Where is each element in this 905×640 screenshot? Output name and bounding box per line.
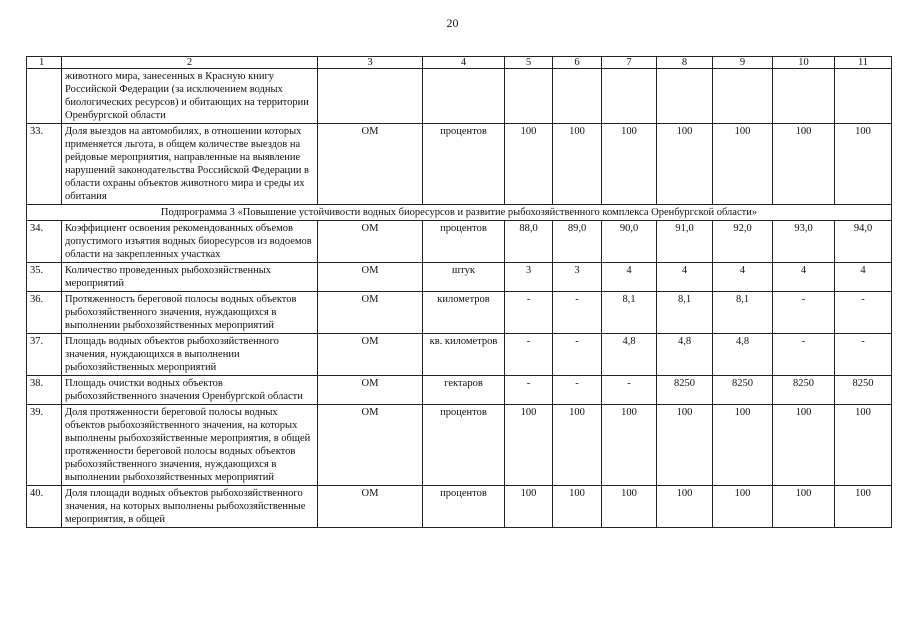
value-cell: 8250 [835, 376, 892, 405]
unit-cell: кв. километров [423, 334, 505, 376]
header-cell: 11 [835, 57, 892, 69]
indicator-type-cell: ОМ [318, 263, 423, 292]
value-cell: 8,1 [602, 292, 657, 334]
value-cell: 100 [657, 405, 713, 486]
table-row [27, 486, 892, 528]
indicator-type-cell: ОМ [318, 486, 423, 528]
page-number: 20 [446, 16, 459, 30]
value-cell [657, 69, 713, 124]
header-cell: 4 [423, 57, 505, 69]
table-row [27, 221, 892, 263]
indicator-name-cell: Площадь водных объектов рыбохозяйственного значения, нуждающихся в выполнении рыбохозяйственных мероприятий [62, 334, 318, 376]
indicator-type-cell: ОМ [318, 221, 423, 263]
indicators-table [26, 56, 892, 528]
value-cell: 4,8 [602, 334, 657, 376]
value-cell: - [773, 292, 835, 334]
value-cell: 4,8 [657, 334, 713, 376]
value-cell: 93,0 [773, 221, 835, 263]
unit-cell: процентов [423, 221, 505, 263]
header-cell: 1 [27, 57, 62, 69]
unit-cell: штук [423, 263, 505, 292]
value-cell: - [553, 334, 602, 376]
value-cell: - [773, 334, 835, 376]
value-cell: 100 [505, 486, 553, 528]
value-cell: 4,8 [713, 334, 773, 376]
subprogram-row [27, 205, 892, 221]
value-cell: 100 [657, 124, 713, 205]
value-cell: 8,1 [713, 292, 773, 334]
value-cell: 100 [602, 124, 657, 205]
value-cell: - [835, 292, 892, 334]
value-cell [835, 69, 892, 124]
header-cell: 6 [553, 57, 602, 69]
indicator-name-cell: Доля протяженности береговой полосы водных объектов рыбохозяйственного значения, на которых выполнены рыбохозяйственные мероприятия, в общей протяженности береговой полосы водных объектов рыбохозяйственного значения, нуждающихся в выполнении рыбохозяйственных мероприятий [62, 405, 318, 486]
value-cell: 100 [657, 486, 713, 528]
value-cell: 4 [713, 263, 773, 292]
row-number-cell [27, 69, 62, 124]
value-cell: - [553, 292, 602, 334]
unit-cell: процентов [423, 124, 505, 205]
header-cell: 8 [657, 57, 713, 69]
table-row [27, 405, 892, 486]
unit-cell: процентов [423, 405, 505, 486]
indicator-type-cell: ОМ [318, 292, 423, 334]
row-number-cell: 36. [27, 292, 62, 334]
value-cell: 8,1 [657, 292, 713, 334]
header-cell: 7 [602, 57, 657, 69]
indicator-type-cell [318, 69, 423, 124]
value-cell [553, 69, 602, 124]
header-cell: 2 [62, 57, 318, 69]
value-cell: - [835, 334, 892, 376]
indicator-type-cell: ОМ [318, 334, 423, 376]
row-number-cell: 39. [27, 405, 62, 486]
value-cell: 94,0 [835, 221, 892, 263]
row-number-cell: 34. [27, 221, 62, 263]
table-row [27, 292, 892, 334]
value-cell [505, 69, 553, 124]
value-cell: 100 [713, 486, 773, 528]
subprogram-title: Подпрограмма 3 «Повышение устойчивости водных биоресурсов и развитие рыбохозяйственного комплекса Оренбургской области» [27, 205, 892, 221]
value-cell: 100 [835, 124, 892, 205]
value-cell: - [505, 292, 553, 334]
value-cell: - [602, 376, 657, 405]
value-cell: 100 [835, 486, 892, 528]
table-row [27, 69, 892, 124]
header-cell: 10 [773, 57, 835, 69]
value-cell: 100 [773, 124, 835, 205]
indicator-name-cell: Коэффициент освоения рекомендованных объемов допустимого изъятия водных биоресурсов из водоемов области на закрепленных участках [62, 221, 318, 263]
value-cell: 89,0 [553, 221, 602, 263]
value-cell: 90,0 [602, 221, 657, 263]
value-cell: 8250 [657, 376, 713, 405]
value-cell [713, 69, 773, 124]
header-cell: 5 [505, 57, 553, 69]
row-number-cell: 35. [27, 263, 62, 292]
header-cell: 9 [713, 57, 773, 69]
indicator-type-cell: ОМ [318, 376, 423, 405]
table-row [27, 124, 892, 205]
table-row [27, 263, 892, 292]
indicator-name-cell: Количество проведенных рыбохозяйственных мероприятий [62, 263, 318, 292]
value-cell: 100 [553, 124, 602, 205]
row-number-cell: 40. [27, 486, 62, 528]
header-cell: 3 [318, 57, 423, 69]
row-number-cell: 38. [27, 376, 62, 405]
value-cell: 100 [773, 405, 835, 486]
value-cell: 100 [835, 405, 892, 486]
table-row [27, 334, 892, 376]
indicator-name-cell: Доля площади водных объектов рыбохозяйственного значения, на которых выполнены рыбохозяйственные мероприятия, в общей [62, 486, 318, 528]
unit-cell: километров [423, 292, 505, 334]
value-cell: - [553, 376, 602, 405]
value-cell: 100 [602, 486, 657, 528]
value-cell: 88,0 [505, 221, 553, 263]
value-cell: 3 [553, 263, 602, 292]
value-cell: 100 [773, 486, 835, 528]
header-row [27, 57, 892, 69]
value-cell: 8250 [773, 376, 835, 405]
indicator-name-cell: животного мира, занесенных в Красную книгу Российской Федерации (за исключением водных биологических ресурсов) и обитающих на территории Оренбургской области [62, 69, 318, 124]
table-body [27, 69, 892, 528]
value-cell: 8250 [713, 376, 773, 405]
value-cell: - [505, 334, 553, 376]
value-cell: 100 [553, 486, 602, 528]
value-cell [602, 69, 657, 124]
indicator-name-cell: Протяженность береговой полосы водных объектов рыбохозяйственного значения, нуждающихся в выполнении рыбохозяйственных мероприятий [62, 292, 318, 334]
value-cell: 100 [713, 124, 773, 205]
unit-cell [423, 69, 505, 124]
value-cell: 4 [657, 263, 713, 292]
value-cell: 100 [505, 124, 553, 205]
value-cell: - [505, 376, 553, 405]
indicator-name-cell: Доля выездов на автомобилях, в отношении которых применяется льгота, в общем количестве выездов на рейдовые мероприятия, направленные на выявление нарушений законодательства Российской Федерации в области охраны объектов животного мира и среды их обитания [62, 124, 318, 205]
value-cell: 91,0 [657, 221, 713, 263]
unit-cell: процентов [423, 486, 505, 528]
unit-cell: гектаров [423, 376, 505, 405]
value-cell: 100 [713, 405, 773, 486]
indicator-type-cell: ОМ [318, 405, 423, 486]
value-cell: 4 [835, 263, 892, 292]
value-cell: 92,0 [713, 221, 773, 263]
indicator-type-cell: ОМ [318, 124, 423, 205]
value-cell: 100 [505, 405, 553, 486]
row-number-cell: 33. [27, 124, 62, 205]
table-row [27, 376, 892, 405]
value-cell: 4 [773, 263, 835, 292]
indicator-name-cell: Площадь очистки водных объектов рыбохозяйственного значения Оренбургской области [62, 376, 318, 405]
value-cell: 4 [602, 263, 657, 292]
row-number-cell: 37. [27, 334, 62, 376]
value-cell: 3 [505, 263, 553, 292]
value-cell [773, 69, 835, 124]
value-cell: 100 [602, 405, 657, 486]
value-cell: 100 [553, 405, 602, 486]
